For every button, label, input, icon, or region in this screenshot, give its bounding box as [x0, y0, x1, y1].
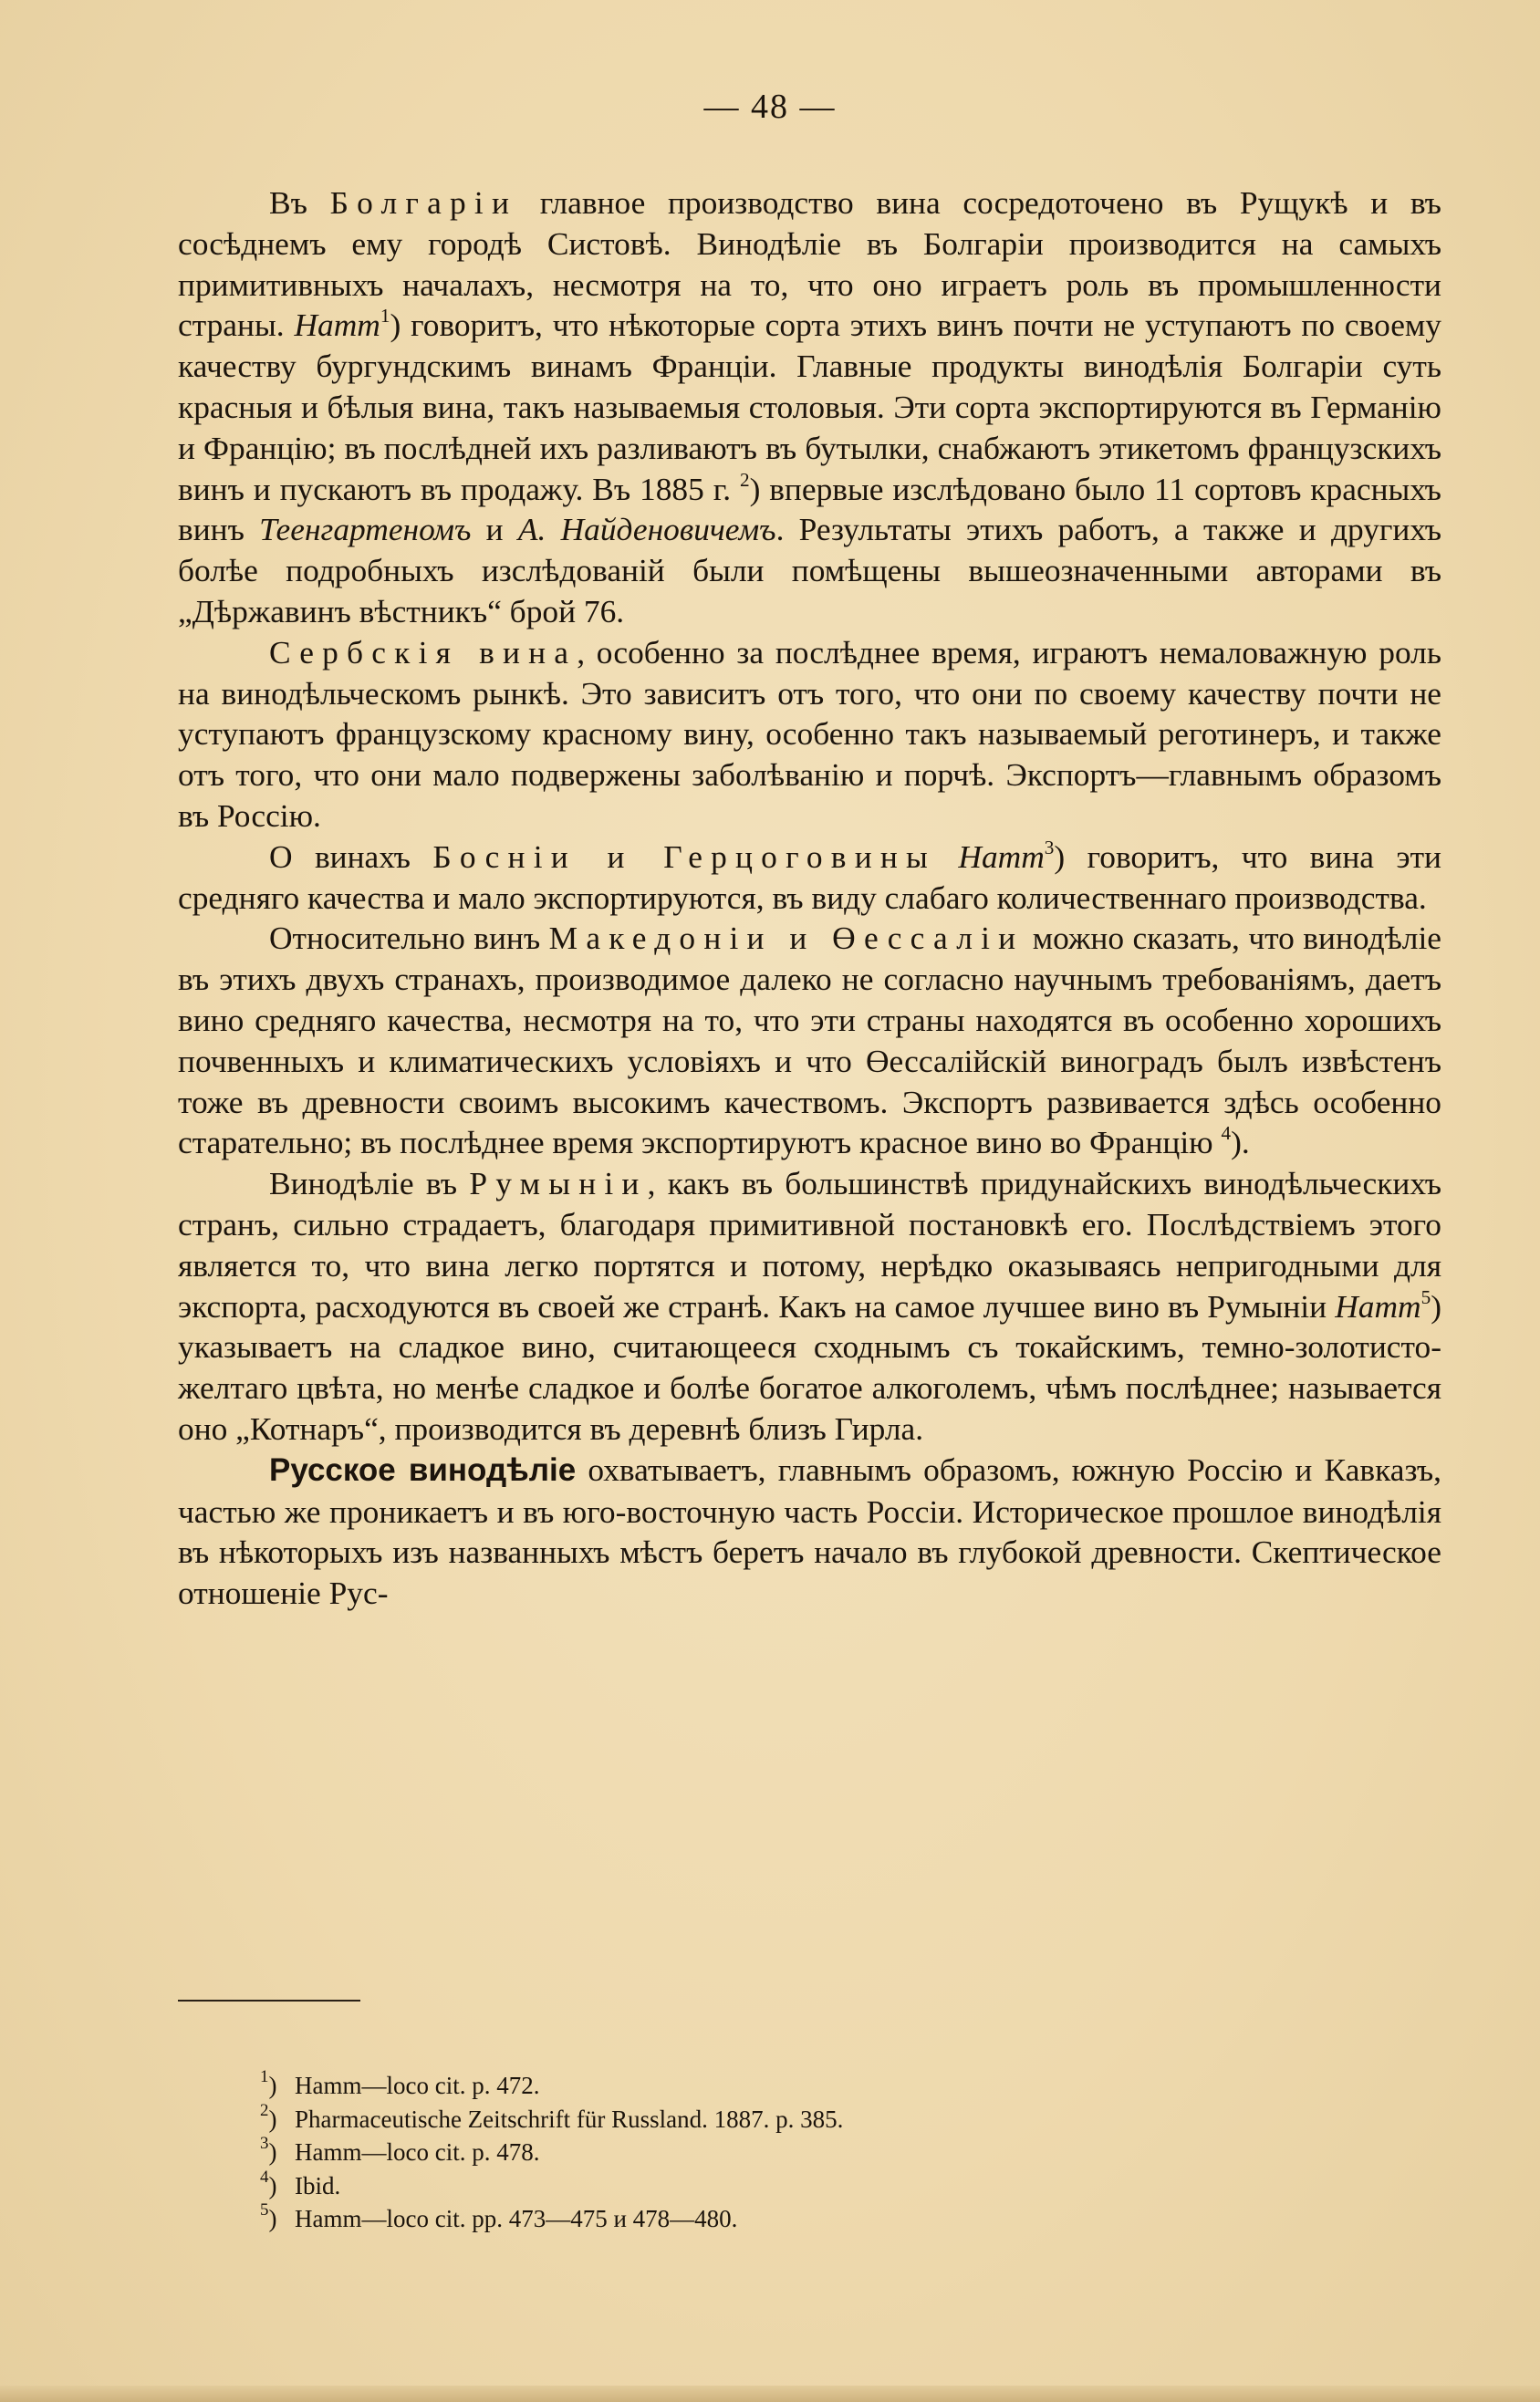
text-run: и — [471, 511, 518, 548]
footnote-number: $^4$) — [260, 2167, 277, 2199]
text-run: главное производство вина сосредоточено въ Рущукѣ и въ сосѣднемъ ему городѣ Систовѣ. Винодѣліе въ Болгаріи производится на самыхъ примитивныхъ началахъ, несмотря на то, что оно играетъ роль въ промышленности страны. — [178, 184, 1441, 344]
text-run: Въ — [269, 184, 330, 221]
spaced-name-bulgaria: Болгаріи — [329, 184, 518, 221]
spaced-name-macedonia: Македоніи и Өессаліи — [548, 920, 1025, 957]
footnote-number: $^1$) — [260, 2066, 277, 2099]
footnote-number: $^3$) — [260, 2133, 277, 2166]
text-run: ) указываетъ на сладкое вино, считающееся сходнымъ съ токайскимъ, темно-золотисто-желтаго цвѣта, но менѣе сладкое и болѣе богатое алкоголемъ, чѣмъ послѣднее; называется оно „Котнаръ“, производится въ деревнѣ близъ Гирла. — [178, 1287, 1441, 1447]
author-hamm: Hamm — [958, 837, 1045, 875]
text-run: ) говоритъ, что вина эти средняго качества и мало экспортируются, въ виду слабаго количественнаго производства. — [178, 837, 1441, 916]
page-edge — [0, 2386, 1540, 2402]
paragraph-macedonia — [178, 918, 1441, 1163]
text-run: можно сказать, что винодѣліе въ этихъ двухъ странахъ, производимое далеко не согласно научнымъ требованіямъ, даетъ вино средняго качества, несмотря на то, что эти страны находятся въ особенно хорошихъ почвенныхъ и климатическихъ условіяхъ и что Өессалійскій виноградъ былъ извѣстенъ тоже въ древности своимъ высокимъ качествомъ. Экспортъ развивается здѣсь особенно старательно; въ послѣднее время экспортируютъ красное вино во Францію — [178, 920, 1441, 1161]
footnote-ref: 5 — [1420, 1285, 1431, 1308]
footnote — [260, 2169, 1400, 2203]
footnote — [260, 2199, 1400, 2236]
footnote-ref: 3 — [1044, 836, 1055, 858]
footnote — [260, 2133, 1400, 2169]
spaced-name-bosnia: Босніи и Герцоговины — [432, 837, 936, 875]
footnote — [260, 2066, 1400, 2103]
text-run: ) впервые изслѣдовано было 11 сортовъ красныхъ винъ — [178, 470, 1441, 548]
footnote-marker: 4 — [260, 2167, 269, 2187]
footnote-marker: 1 — [260, 2066, 269, 2086]
footnote — [260, 2100, 1400, 2137]
footnote-text: Pharmaceutische Zeitschrift für Russland. 1887. p. 385. — [295, 2105, 844, 2133]
author-hamm: Hamm — [1335, 1287, 1421, 1325]
footnote-marker: 2 — [260, 2100, 269, 2120]
footnote-ref: 4 — [1221, 1122, 1232, 1145]
footnote-ref: 2 — [739, 468, 750, 491]
text-run: . Результаты этихъ работъ, а также и другихъ болѣе подробныхъ изслѣдованій были помѣщены вышеозначенными авторами въ „Дѣржавинъ вѣстникъ“ брой 76. — [178, 511, 1442, 629]
footnote-marker: 5 — [260, 2199, 269, 2220]
text-run — [936, 838, 958, 875]
paragraph-romania — [178, 1163, 1441, 1450]
footnote-number: $^5$) — [260, 2199, 277, 2232]
footnote-text: Ibid. — [295, 2171, 341, 2199]
footnote-ref: 1 — [380, 305, 390, 328]
author-naidenovich: А. Найденовичемъ — [517, 511, 776, 548]
author-hamm: Hamm — [294, 307, 380, 344]
footnote-marker: 3 — [260, 2133, 269, 2153]
text-run: Винодѣліе въ — [269, 1165, 470, 1202]
paragraph-russia — [178, 1450, 1441, 1614]
text-run: ). — [1231, 1124, 1250, 1161]
footnote-text: Hamm—loco cit. pp. 473—475 и 478—480. — [295, 2205, 738, 2232]
spaced-name-serbia: Сербскія вина — [269, 633, 578, 671]
paragraph-bulgaria — [178, 182, 1441, 632]
footnote-text: Hamm—loco cit. p. 478. — [295, 2138, 540, 2166]
footnote-number: $^2$) — [260, 2100, 277, 2133]
section-heading-russian-winemaking: Русское винодѣліе — [269, 1451, 577, 1488]
paragraph-bosnia — [178, 837, 1441, 919]
footnote-text: Hamm—loco cit. p. 472. — [295, 2072, 540, 2099]
text-run: , какъ въ большинствѣ придунайскихъ винодѣльческихъ странъ, сильно страдаетъ, благодаря примитивной постановкѣ его. Послѣдствіемъ этого является то, что вина легко портятся и потому, нерѣдко оказываясь непригодными для экспорта, расходуются въ своей же странѣ. Какъ на самое лучшее вино въ Румыніи — [178, 1165, 1441, 1325]
paragraph-serbia — [178, 632, 1441, 837]
text-run: , особенно за послѣднее время, играютъ немаловажную роль на винодѣльческомъ рынкѣ. Это зависитъ отъ того, что они по своему качеству почти не уступаютъ французскому красному вину, особенно такъ называемый реготинеръ, и также отъ того, что они мало подвержены заболѣванію и порчѣ. Экспортъ—главнымъ образомъ въ Россію. — [178, 633, 1441, 834]
page-number: — 48 — — [703, 88, 837, 126]
footnotes — [260, 2066, 1400, 2236]
text-run: ) говоритъ, что нѣкоторые сорта этихъ винъ почти не уступаютъ по своему качеству бургундскимъ винамъ Франціи. Главные продукты винодѣлія Болгаріи суть красныя и бѣлыя вина, такъ называемыя столовыя. Эти сорта экспортируются въ Германію и Францію; въ послѣдней ихъ разливаютъ въ бутылки, снабжаютъ этикетомъ французскихъ винъ и пускаютъ въ продажу. Въ 1885 г. — [178, 307, 1441, 507]
author-teengarten: Теенгартеномъ — [259, 511, 472, 548]
text-run: охватываетъ, главнымъ образомъ, южную Россію и Кавказъ, частью же проникаетъ и въ юго-восточную часть Россіи. Историческое прошлое винодѣлія въ нѣкоторыхъ изъ названныхъ мѣстъ беретъ начало въ глубокой древности. Скептическое отношеніе Рус- — [178, 1451, 1441, 1612]
body-text — [178, 182, 1441, 1614]
spaced-name-romania: Румыніи — [469, 1165, 648, 1202]
footnote-separator — [178, 2000, 360, 2002]
text-run: О винахъ — [269, 837, 433, 875]
text-run: Относительно винъ — [269, 920, 549, 957]
